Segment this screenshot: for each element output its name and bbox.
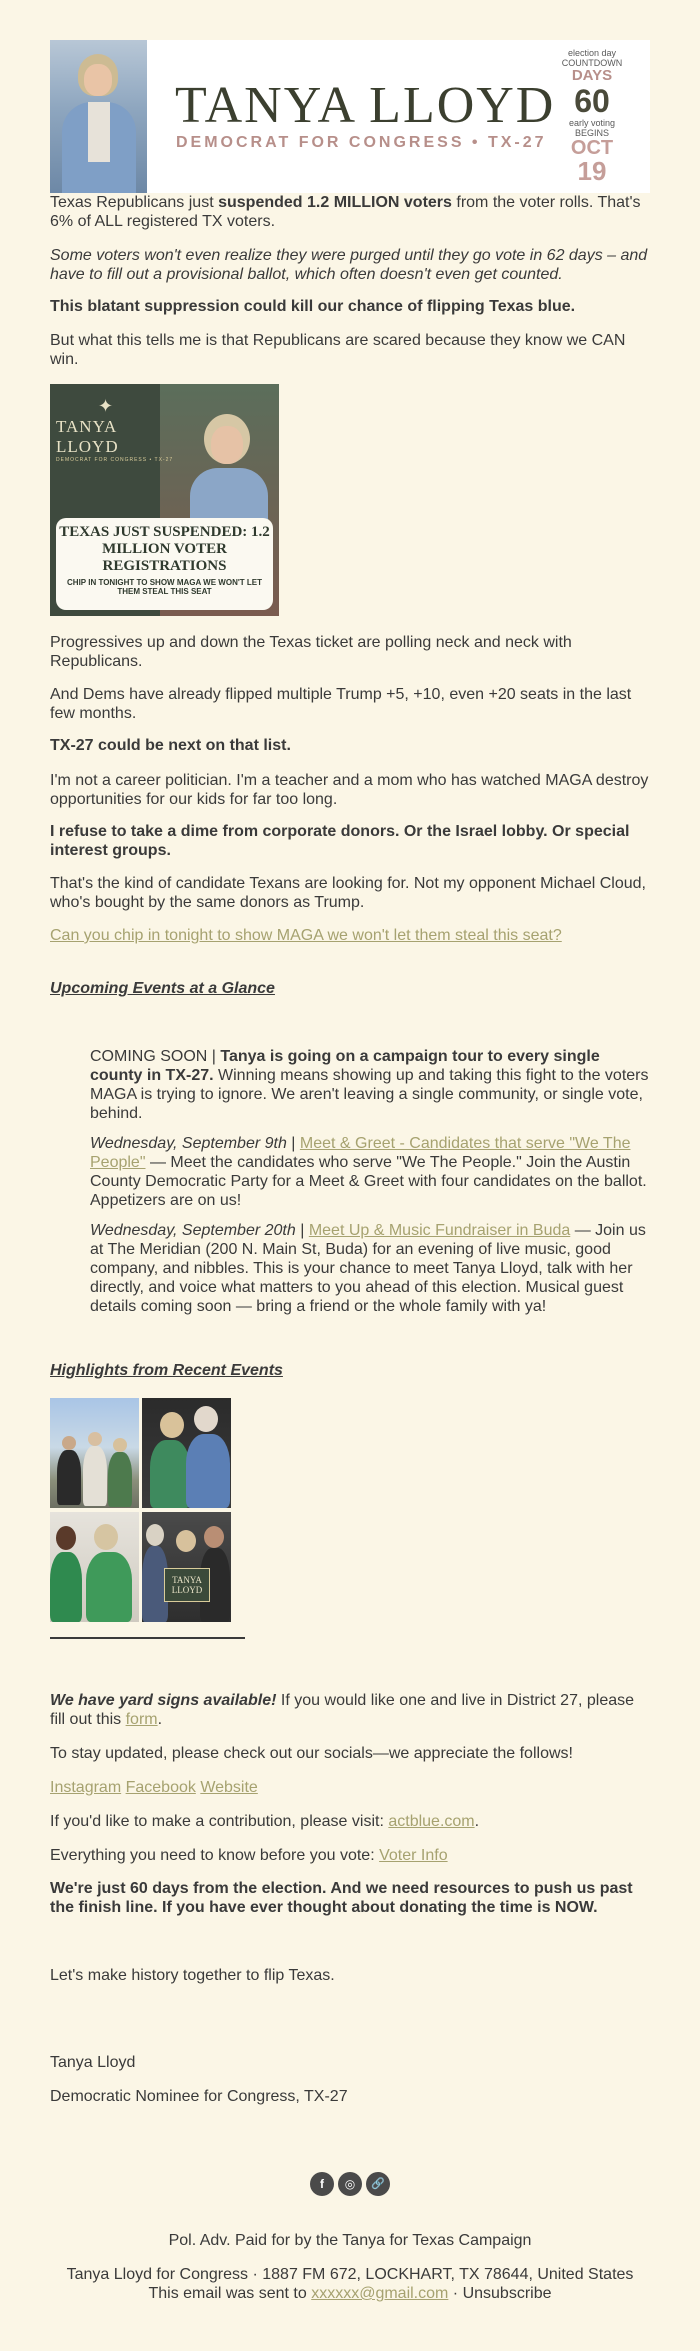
promo-brand: TANYA LLOYD [56,417,119,456]
text: If you would like one and live in District 27, please fill out this [50,1692,635,1728]
early-voting-begins: BEGINS [574,128,609,138]
countdown-label: election day [567,48,617,58]
paragraph-flipped: And Dems have already flipped multiple Trump +5, +10, even +20 seats in the last few months. [50,686,632,722]
website-link[interactable]: Website [200,1779,258,1796]
early-voting-month: OCT [570,137,614,159]
header-banner [50,40,650,193]
promo-logo [56,396,176,463]
link-icon[interactable]: 🔗 [366,2172,390,2196]
paragraph-scared: But what this tells me is that Republicans are scared because they know we CAN win. [50,332,626,368]
separator: | [295,1222,309,1239]
promo-headline: TEXAS JUST SUSPENDED: 1.2 MILLION VOTER REGISTRATIONS [59,524,270,574]
recipient-email-link[interactable]: xxxxxx@gmail.com [311,2285,449,2302]
event-music-fundraiser [90,1221,650,1316]
candidate-photo [50,40,147,193]
actblue-link[interactable]: actblue.com [388,1813,475,1830]
voter-info-link[interactable]: Voter Info [379,1847,448,1864]
texas-star-icon: ✦ [98,396,114,416]
facebook-link[interactable]: Facebook [125,1779,196,1796]
instagram-icon[interactable]: ◎ [338,2172,362,2196]
text: COMING SOON | [90,1048,221,1065]
paragraph-tx27-next: TX-27 could be next on that list. [50,737,291,754]
highlights-heading: Highlights from Recent Events [50,1362,283,1379]
text: Everything you need to know before you vote: [50,1847,380,1864]
text: This email was sent to [148,2285,312,2302]
event-description: — Meet the candidates who serve "We The People." Join the Austin County Democratic Party for a Meet & Greet with four candidates on the ballot. Appetizers are on us! [90,1154,647,1209]
yard-signs-paragraph [50,1691,650,1729]
text: . [157,1711,163,1728]
election-countdown [552,48,632,184]
music-fundraiser-link[interactable]: Meet Up & Music Fundraiser in Buda [308,1222,571,1239]
social-links [50,1778,650,1797]
event-photo-3 [50,1512,139,1622]
paragraph-teacher: I'm not a career politician. I'm a teacher and a mom who has watched MAGA destroy opportunities for our kids for far too long. [50,772,649,808]
event-photo-4 [142,1512,231,1622]
event-description: — Join us at The Meridian (200 N. Main St, Buda) for an evening of live music, good company, and nibbles. This is your chance to meet Tanya Lloyd, talk with her directly, and voice what matters to you ahead of this election. Musical guest details coming soon — bring a friend or the whole family with ya! [90,1222,646,1315]
highlights-gallery [50,1398,231,1622]
text: from the voter rolls. That's 6% of ALL registered TX voters. [50,194,641,230]
candidate-subtitle: DEMOCRAT FOR CONGRESS • TX-27 [176,134,547,151]
text: Winning means showing up and taking this fight to the voters MAGA is trying to ignore. We aren't leaving a single community, or single vote, behind. [90,1067,649,1122]
paragraph-polling: Progressives up and down the Texas ticket are polling neck and neck with Republicans. [50,634,572,670]
yard-sign-form-link[interactable]: form [125,1711,158,1728]
promo-cta: CHIP IN TONIGHT TO SHOW MAGA WE WON'T LET THEM STEAL THIS SEAT [67,578,262,596]
early-voting-label: early voting [568,118,616,128]
event-photo-2 [142,1398,231,1508]
event-meet-greet [90,1134,650,1210]
socials-intro: To stay updated, please check out our socials—we appreciate the follows! [50,1745,573,1762]
text-bold: suspended 1.2 MILLION voters [218,194,452,211]
footer-address: Tanya Lloyd for Congress · 1887 FM 672, LOCKHART, TX 78644, United States [66,2266,634,2283]
text: Texas Republicans just [50,194,219,211]
event-photo-1 [50,1398,139,1508]
text-bold: We have yard signs available! [50,1692,277,1709]
promo-brand-sub: DEMOCRAT FOR CONGRESS • TX-27 [56,457,174,463]
social-icons [310,2172,400,2200]
unsubscribe-link[interactable]: Unsubscribe [462,2285,552,2302]
event-campaign-tour [90,1047,650,1123]
signature-name: Tanya Lloyd [50,2054,136,2071]
meet-greet-link[interactable]: Meet & Greet - Candidates that serve "We The People" [90,1135,631,1171]
paragraph-provisional: Some voters won't even realize they were purged until they go vote in 62 days – and have to fill out a provisional ballot, which often doesn't even get counted. [50,247,648,283]
events-heading: Upcoming Events at a Glance [50,980,275,997]
paragraph-suppression: This blatant suppression could kill our chance of flipping Texas blue. [50,298,576,315]
chip-in-link[interactable]: Can you chip in tonight to show MAGA we won't let them steal this seat? [50,927,562,944]
text-bold: Tanya is going on a campaign tour to every single county in TX-27. [90,1048,600,1084]
footer-sent-to [50,2284,650,2303]
promo-image[interactable] [50,384,279,616]
instagram-link[interactable]: Instagram [50,1779,122,1796]
contribution-paragraph [50,1812,650,1831]
event-date: Wednesday, September 9th [90,1135,287,1152]
divider [50,1637,245,1639]
yard-sign: TANYA LLOYD [164,1568,210,1602]
event-date: Wednesday, September 20th [90,1222,296,1239]
countdown-label-2: COUNTDOWN [561,58,623,68]
history-paragraph: Let's make history together to flip Texas. [50,1967,335,1984]
days-label: DAYS [571,67,613,84]
chip-in-paragraph [50,926,650,945]
paragraph-no-corporate: I refuse to take a dime from corporate donors. Or the Israel lobby. Or special interest groups. [50,823,630,859]
urgent-donation-paragraph: We're just 60 days from the election. And we need resources to push us past the finish line. If you have ever thought about donating the time is NOW. [50,1880,633,1916]
separator: | [286,1135,300,1152]
text: · [448,2285,463,2302]
facebook-icon[interactable]: f [310,2172,334,2196]
early-voting-day: 19 [577,156,607,186]
paid-for-line: Pol. Adv. Paid for by the Tanya for Texas Campaign [168,2232,532,2249]
voter-info-paragraph [50,1846,650,1865]
text: If you'd like to make a contribution, please visit: [50,1813,389,1830]
text: . [474,1813,480,1830]
candidate-name: TANYA LLOYD [175,77,556,134]
promo-card [56,518,273,610]
paragraph-opponent: That's the kind of candidate Texans are looking for. Not my opponent Michael Cloud, who's bought by the same donors as Trump. [50,875,646,911]
days-count: 60 [574,83,610,119]
paragraph-suspended [50,193,650,231]
signature-title: Democratic Nominee for Congress, TX-27 [50,2088,348,2105]
